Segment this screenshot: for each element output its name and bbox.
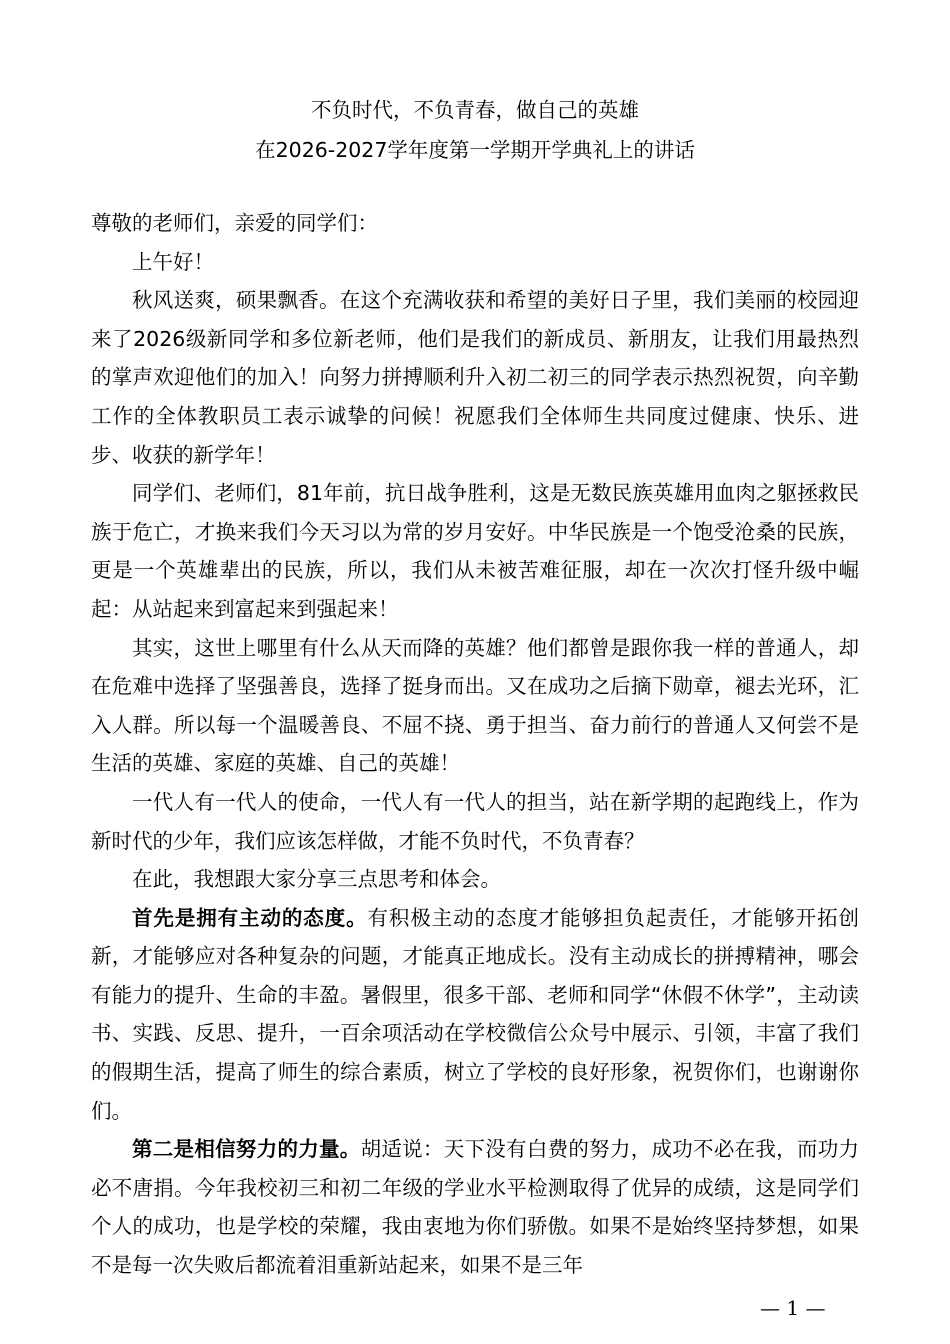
page-number: — 1 — xyxy=(760,1296,826,1320)
point-paragraph xyxy=(91,899,859,1131)
point-heading: 首先是拥有主动的态度。 xyxy=(132,905,368,930)
point-heading: 第二是相信努力的力量。 xyxy=(132,1137,361,1162)
point-text: 胡适说：天下没有白费的努力，成功不必在我，而功力必不唐捐。今年我校初三和初二年级的学业水平检测取得了优异的成绩，这是同学们个人的成功，也是学校的荣耀，我由衷地为你们骄傲。如果不是始终坚持梦想，如果不是每一次失败后都流着泪重新站起来，如果不是三年 xyxy=(91,1137,860,1278)
point-paragraph xyxy=(91,1130,859,1284)
document-body xyxy=(91,204,859,1285)
salutation: 尊敬的老师们，亲爱的同学们： xyxy=(91,211,378,235)
paragraph: 秋风送爽，硕果飘香。在这个充满收获和希望的美好日子里，我们美丽的校园迎来了2026级新同学和多位新老师，他们是我们的新成员、新朋友，让我们用最热烈的掌声欢迎他们的加入！向努力拼搏顺利升入初二初三的同学表示热烈祝贺，向辛勤工作的全体教职员工表示诚挚的问候！祝愿我们全体师生共同度过健康、快乐、进步、收获的新学年！ xyxy=(91,288,859,467)
greeting: 上午好！ xyxy=(132,249,214,274)
paragraph: 其实，这世上哪里有什么从天而降的英雄？他们都曾是跟你我一样的普通人，却在危难中选择了坚强善良，选择了挺身而出。又在成功之后摘下勋章，褪去光环，汇入人群。所以每一个温暖善良、不屈不挠、勇于担当、奋力前行的普通人又何尝不是生活的英雄、家庭的英雄、自己的英雄！ xyxy=(91,635,859,776)
paragraph: 在此，我想跟大家分享三点思考和体会。 xyxy=(132,867,501,892)
document-subtitle: 在2026-2027学年度第一学期开学典礼上的讲话 xyxy=(255,138,695,162)
paragraph: 同学们、老师们，81年前，抗日战争胜利，这是无数民族英雄用血肉之躯拯救民族于危亡，才换来我们今天习以为常的岁月安好。中华民族是一个饱受沧桑的民族，更是一个英雄辈出的民族，所以，我们从未被苦难征服，却在一次次打怪升级中崛起：从站起来到富起来到强起来！ xyxy=(91,481,859,621)
point-text: 有积极主动的态度才能够担负起责任，才能够开拓创新，才能够应对各种复杂的问题，才能真正地成长。没有主动成长的拼搏精神，哪会有能力的提升、生命的丰盈。暑假里，很多干部、老师和同学“休假不休学”，主动读书、实践、反思、提升，一百余项活动在学校微信公众号中展示、引领，丰富了我们的假期生活，提高了师生的综合素质，树立了学校的良好形象，祝贺你们，也谢谢你们。 xyxy=(91,905,859,1123)
document-title: 不负时代，不负青春，做自己的英雄 xyxy=(311,98,639,122)
paragraph: 一代人有一代人的使命，一代人有一代人的担当，站在新学期的起跑线上，作为新时代的少年，我们应该怎样做，才能不负时代，不负青春？ xyxy=(91,789,859,853)
